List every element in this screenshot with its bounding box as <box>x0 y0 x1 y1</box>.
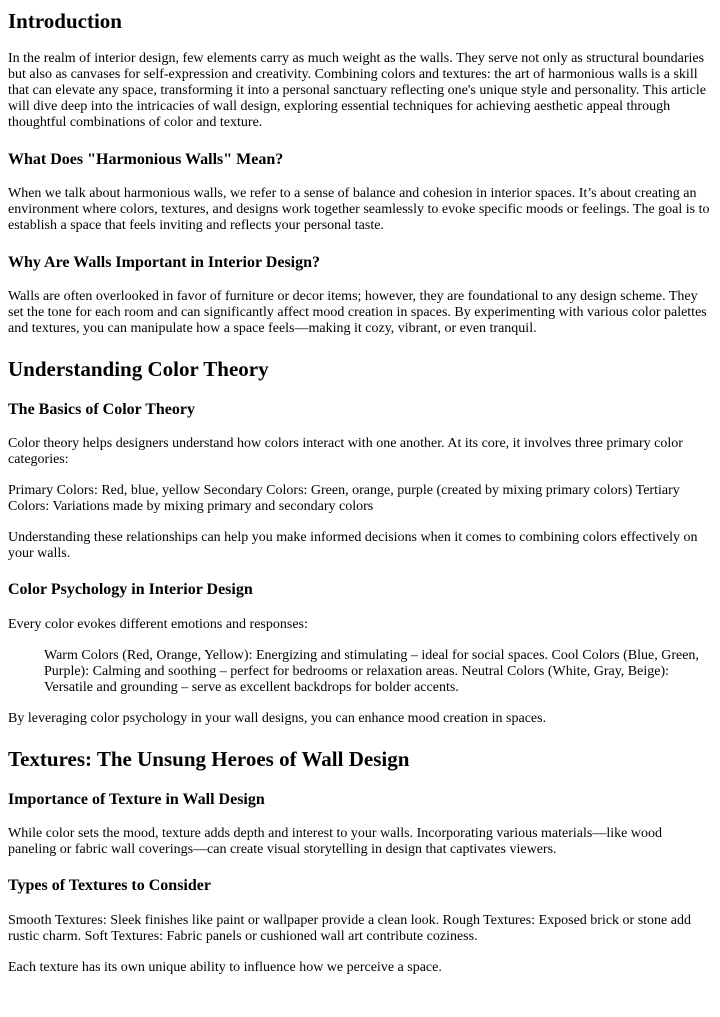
texture-closing-paragraph: Each texture has its own unique ability to influence how we perceive a space. <box>8 960 442 975</box>
heading-color-psychology: Color Psychology in Interior Design <box>8 581 253 598</box>
importance-paragraph: Walls are often overlooked in favor of furniture or decor items; however, they are foundational to any design scheme. They set the tone for each room and can significantly affect mood creation in spaces. By experimenting with various color palettes and textures, you can manipulate how a space feels—making it cozy, vibrant, or even tranquil. <box>8 289 707 336</box>
texture-importance-paragraph: While color sets the mood, texture adds depth and interest to your walls. Incorporating various materials—like wood paneling or fabric wall coverings—can create visual storytelling in design that captivates viewers. <box>8 826 662 857</box>
heading-texture-types: Types of Textures to Consider <box>8 877 211 894</box>
heading-harmonious-walls: What Does "Harmonious Walls" Mean? <box>8 151 284 168</box>
color-psychology-outro: By leveraging color psychology in your wall designs, you can enhance mood creation in spaces. <box>8 711 547 726</box>
color-categories-paragraph: Primary Colors: Red, blue, yellow Secondary Colors: Green, orange, purple (created by mixing primary colors) Tertiary Colors: Variations made by mixing primary and secondary colors <box>8 483 680 514</box>
color-relationships-paragraph: Understanding these relationships can help you make informed decisions when it comes to combining colors effectively on your walls. <box>8 530 698 561</box>
color-basics-paragraph: Color theory helps designers understand how colors interact with one another. At its core, it involves three primary color categories: <box>8 436 683 467</box>
heading-color-basics: The Basics of Color Theory <box>8 401 195 418</box>
color-psychology-quote <box>44 648 700 696</box>
color-psychology-intro: Every color evokes different emotions and responses: <box>8 617 308 632</box>
heading-textures: Textures: The Unsung Heroes of Wall Design <box>8 747 410 771</box>
heading-walls-importance: Why Are Walls Important in Interior Design? <box>8 254 321 271</box>
intro-paragraph: In the realm of interior design, few elements carry as much weight as the walls. They serve not only as structural boundaries but also as canvases for self-expression and creativity. Combining colors and textures: the art of harmonious walls is a skill that can elevate any space, transforming it into a personal sanctuary reflecting one's unique style and personality. This article will dive deep into the intricacies of wall design, exploring essential techniques for achieving aesthetic appeal through thoughtful combinations of color and texture. <box>8 51 707 130</box>
heading-introduction: Introduction <box>8 9 122 33</box>
heading-texture-importance: Importance of Texture in Wall Design <box>8 791 265 808</box>
harmonious-paragraph: When we talk about harmonious walls, we refer to a sense of balance and cohesion in interior spaces. It’s about creating an environment where colors, textures, and designs work together seamlessly to evoke specific moods or feelings. The goal is to establish a space that feels inviting and reflects your personal taste. <box>8 186 710 233</box>
texture-types-paragraph: Smooth Textures: Sleek finishes like paint or wallpaper provide a clean look. Rough Textures: Exposed brick or stone add rustic charm. Soft Textures: Fabric panels or cushioned wall art contribute coziness. <box>8 913 691 944</box>
heading-color-theory: Understanding Color Theory <box>8 357 269 381</box>
color-psychology-quote-text: Warm Colors (Red, Orange, Yellow): Energizing and stimulating – ideal for social spaces. Cool Colors (Blue, Green, Purple): Calming and soothing – perfect for bedrooms or relaxation areas. Neutral Colors (White, Gray, Beige): Versatile and grounding – serve as excellent backdrops for bolder accents. <box>44 648 699 695</box>
